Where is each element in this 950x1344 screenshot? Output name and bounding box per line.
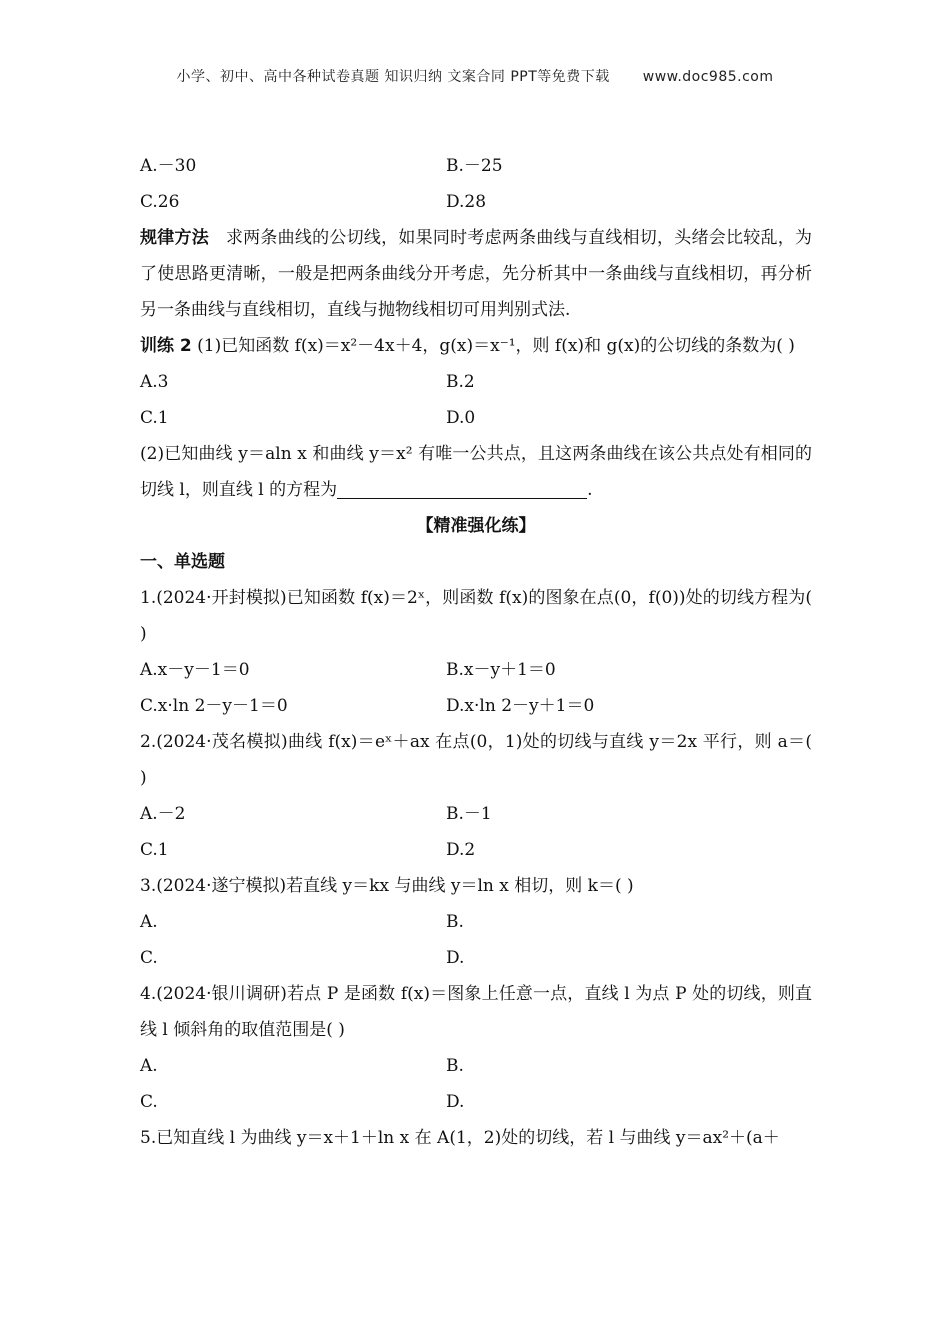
- options-row: [140, 364, 812, 400]
- option-c: C.: [140, 948, 158, 968]
- option-d: D.: [446, 1092, 465, 1112]
- page-header: [0, 66, 950, 86]
- options-row: [140, 940, 812, 976]
- option-b: B.－1: [446, 804, 492, 824]
- option-b: B.－25: [446, 156, 503, 176]
- method-text: 求两条曲线的公切线，如果同时考虑两条曲线与直线相切，头绪会比较乱，为了使思路更清晰，一般是把两条曲线分开考虑，先分析其中一条曲线与直线相切，再分析另一条曲线与直线相切，直线与抛物线相切可用判别式法.: [140, 228, 813, 320]
- header-site: www.doc985.com: [642, 69, 774, 85]
- options-row: [140, 652, 812, 688]
- options-row: [140, 832, 812, 868]
- option-c: C.1: [140, 408, 169, 428]
- training-1-text: (1)已知函数 f(x)＝x²－4x＋4，g(x)＝x⁻¹，则 f(x)和 g(x)的公切线的条数为( ): [197, 336, 795, 356]
- option-c: C.1: [140, 840, 169, 860]
- answer-blank[interactable]: [337, 476, 587, 499]
- option-d: D.x·ln 2－y＋1＝0: [446, 696, 595, 716]
- option-a: A.3: [140, 372, 169, 392]
- options-row: [140, 148, 812, 184]
- options-row: [140, 688, 812, 724]
- option-c: C.26: [140, 192, 180, 212]
- option-d: D.28: [446, 192, 487, 212]
- option-a: A.: [140, 1056, 158, 1076]
- question-3: 3.(2024·遂宁模拟)若直线 y＝kx 与曲线 y＝ln x 相切，则 k＝( ): [140, 876, 634, 896]
- options-row: [140, 904, 812, 940]
- training-question-1: [140, 328, 812, 364]
- question-5: 5.已知直线 l 为曲线 y＝x＋1＋ln x 在 A(1，2)处的切线，若 l 与曲线 y＝ax²＋(a＋: [140, 1128, 780, 1148]
- options-row: [140, 400, 812, 436]
- method-label: 规律方法: [140, 228, 209, 248]
- option-c: C.: [140, 1092, 158, 1112]
- option-d: D.2: [446, 840, 476, 860]
- training-question-2: [140, 436, 812, 508]
- method-paragraph: [140, 220, 812, 328]
- option-b: B.2: [446, 372, 475, 392]
- section-title: 【精准强化练】: [416, 516, 536, 536]
- options-row: [140, 184, 812, 220]
- header-text: 小学、初中、高中各种试卷真题 知识归纳 文案合同 PPT等免费下载: [176, 69, 610, 85]
- option-a: A.x－y－1＝0: [140, 660, 250, 680]
- training-2-end: .: [587, 480, 593, 500]
- options-row: [140, 1048, 812, 1084]
- training-2-text: (2)已知曲线 y＝aln x 和曲线 y＝x² 有唯一公共点，且这两条曲线在该公共点处有相同的切线 l，则直线 l 的方程为: [140, 444, 812, 500]
- options-row: [140, 796, 812, 832]
- question-1: 1.(2024·开封模拟)已知函数 f(x)＝2ˣ，则函数 f(x)的图象在点(0，f(0))处的切线方程为( ): [140, 588, 812, 644]
- option-b: B.: [446, 1056, 464, 1076]
- sub-title: 一、单选题: [140, 552, 225, 572]
- question-4: 4.(2024·银川调研)若点 P 是函数 f(x)＝图象上任意一点，直线 l 为点 P 处的切线，则直线 l 倾斜角的取值范围是( ): [140, 984, 812, 1040]
- option-c: C.x·ln 2－y－1＝0: [140, 696, 288, 716]
- option-b: B.: [446, 912, 464, 932]
- option-a: A.－30: [140, 156, 197, 176]
- option-d: D.: [446, 948, 465, 968]
- document-body: [140, 148, 812, 1156]
- option-d: D.0: [446, 408, 476, 428]
- training-label: 训练 2: [140, 336, 192, 356]
- option-a: A.: [140, 912, 158, 932]
- options-row: [140, 1084, 812, 1120]
- question-2: 2.(2024·茂名模拟)曲线 f(x)＝eˣ＋ax 在点(0，1)处的切线与直线 y＝2x 平行，则 a＝( ): [140, 732, 812, 788]
- option-a: A.－2: [140, 804, 186, 824]
- option-b: B.x－y＋1＝0: [446, 660, 556, 680]
